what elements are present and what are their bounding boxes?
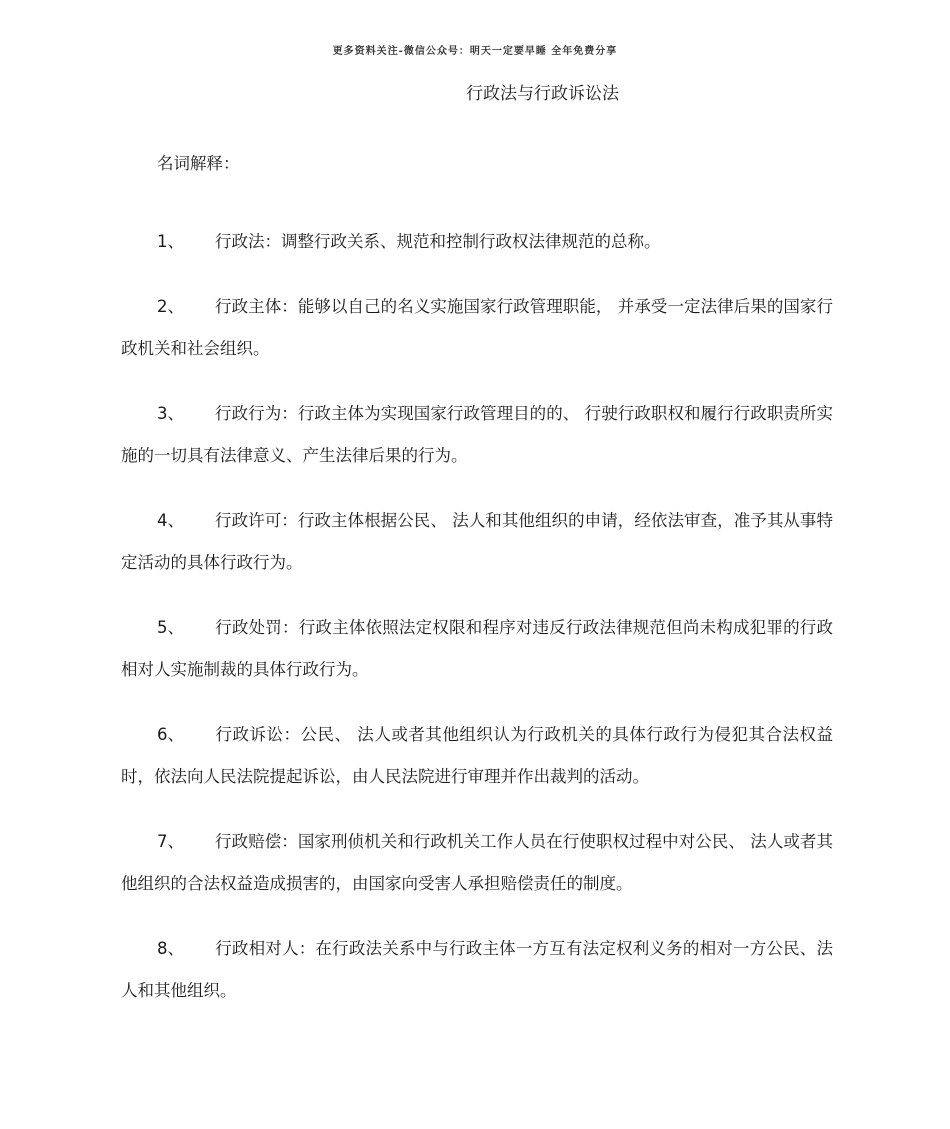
entry-text: 行政行为：行政主体为实现国家行政管理目的的、 行驶行政职权和履行行政职责所实施的一切具有法律意义、产生法律后果的行为。 [121, 404, 833, 465]
definition-entry [121, 928, 833, 1012]
entry-number: 8、 [157, 939, 184, 958]
section-heading: 名词解释： [157, 154, 240, 173]
entry-number: 4、 [157, 511, 184, 530]
header-banner: 更多资料关注-微信公众号：明天一定要早睡 全年免费分享 [332, 46, 618, 57]
definition-entry [121, 393, 833, 477]
definition-entry [121, 286, 833, 370]
entry-text: 行政法：调整行政关系、规范和控制行政权法律规范的总称。 [215, 232, 661, 251]
entry-text: 行政诉讼：公民、 法人或者其他组织认为行政机关的具体行政行为侵犯其合法权益时，依法向人民法院提起诉讼，由人民法院进行审理并作出裁判的活动。 [121, 725, 833, 786]
entry-number: 1、 [157, 232, 184, 251]
definition-entry [121, 221, 833, 263]
definition-entry [121, 821, 833, 905]
definition-entry [121, 714, 833, 798]
definition-list [121, 221, 833, 1035]
entry-text: 行政相对人：在行政法关系中与行政主体一方互有法定权利义务的相对一方公民、法人和其他组织。 [121, 939, 833, 1000]
document-title: 行政法与行政诉讼法 [466, 84, 619, 104]
definition-entry [121, 607, 833, 691]
entry-text: 行政主体：能够以自己的名义实施国家行政管理职能， 并承受一定法律后果的国家行政机关和社会组织。 [121, 297, 833, 358]
entry-number: 3、 [157, 404, 184, 423]
entry-number: 7、 [157, 832, 184, 851]
entry-text: 行政许可：行政主体根据公民、 法人和其他组织的申请，经依法审查，准予其从事特定活动的具体行政行为。 [121, 511, 833, 572]
entry-text: 行政赔偿：国家刑侦机关和行政机关工作人员在行使职权过程中对公民、 法人或者其他组织的合法权益造成损害的，由国家向受害人承担赔偿责任的制度。 [121, 832, 833, 893]
entry-number: 5、 [157, 618, 184, 637]
definition-entry [121, 500, 833, 584]
entry-text: 行政处罚：行政主体依照法定权限和程序对违反行政法律规范但尚未构成犯罪的行政相对人实施制裁的具体行政行为。 [121, 618, 833, 679]
entry-number: 2、 [157, 297, 184, 316]
entry-number: 6、 [157, 725, 184, 744]
